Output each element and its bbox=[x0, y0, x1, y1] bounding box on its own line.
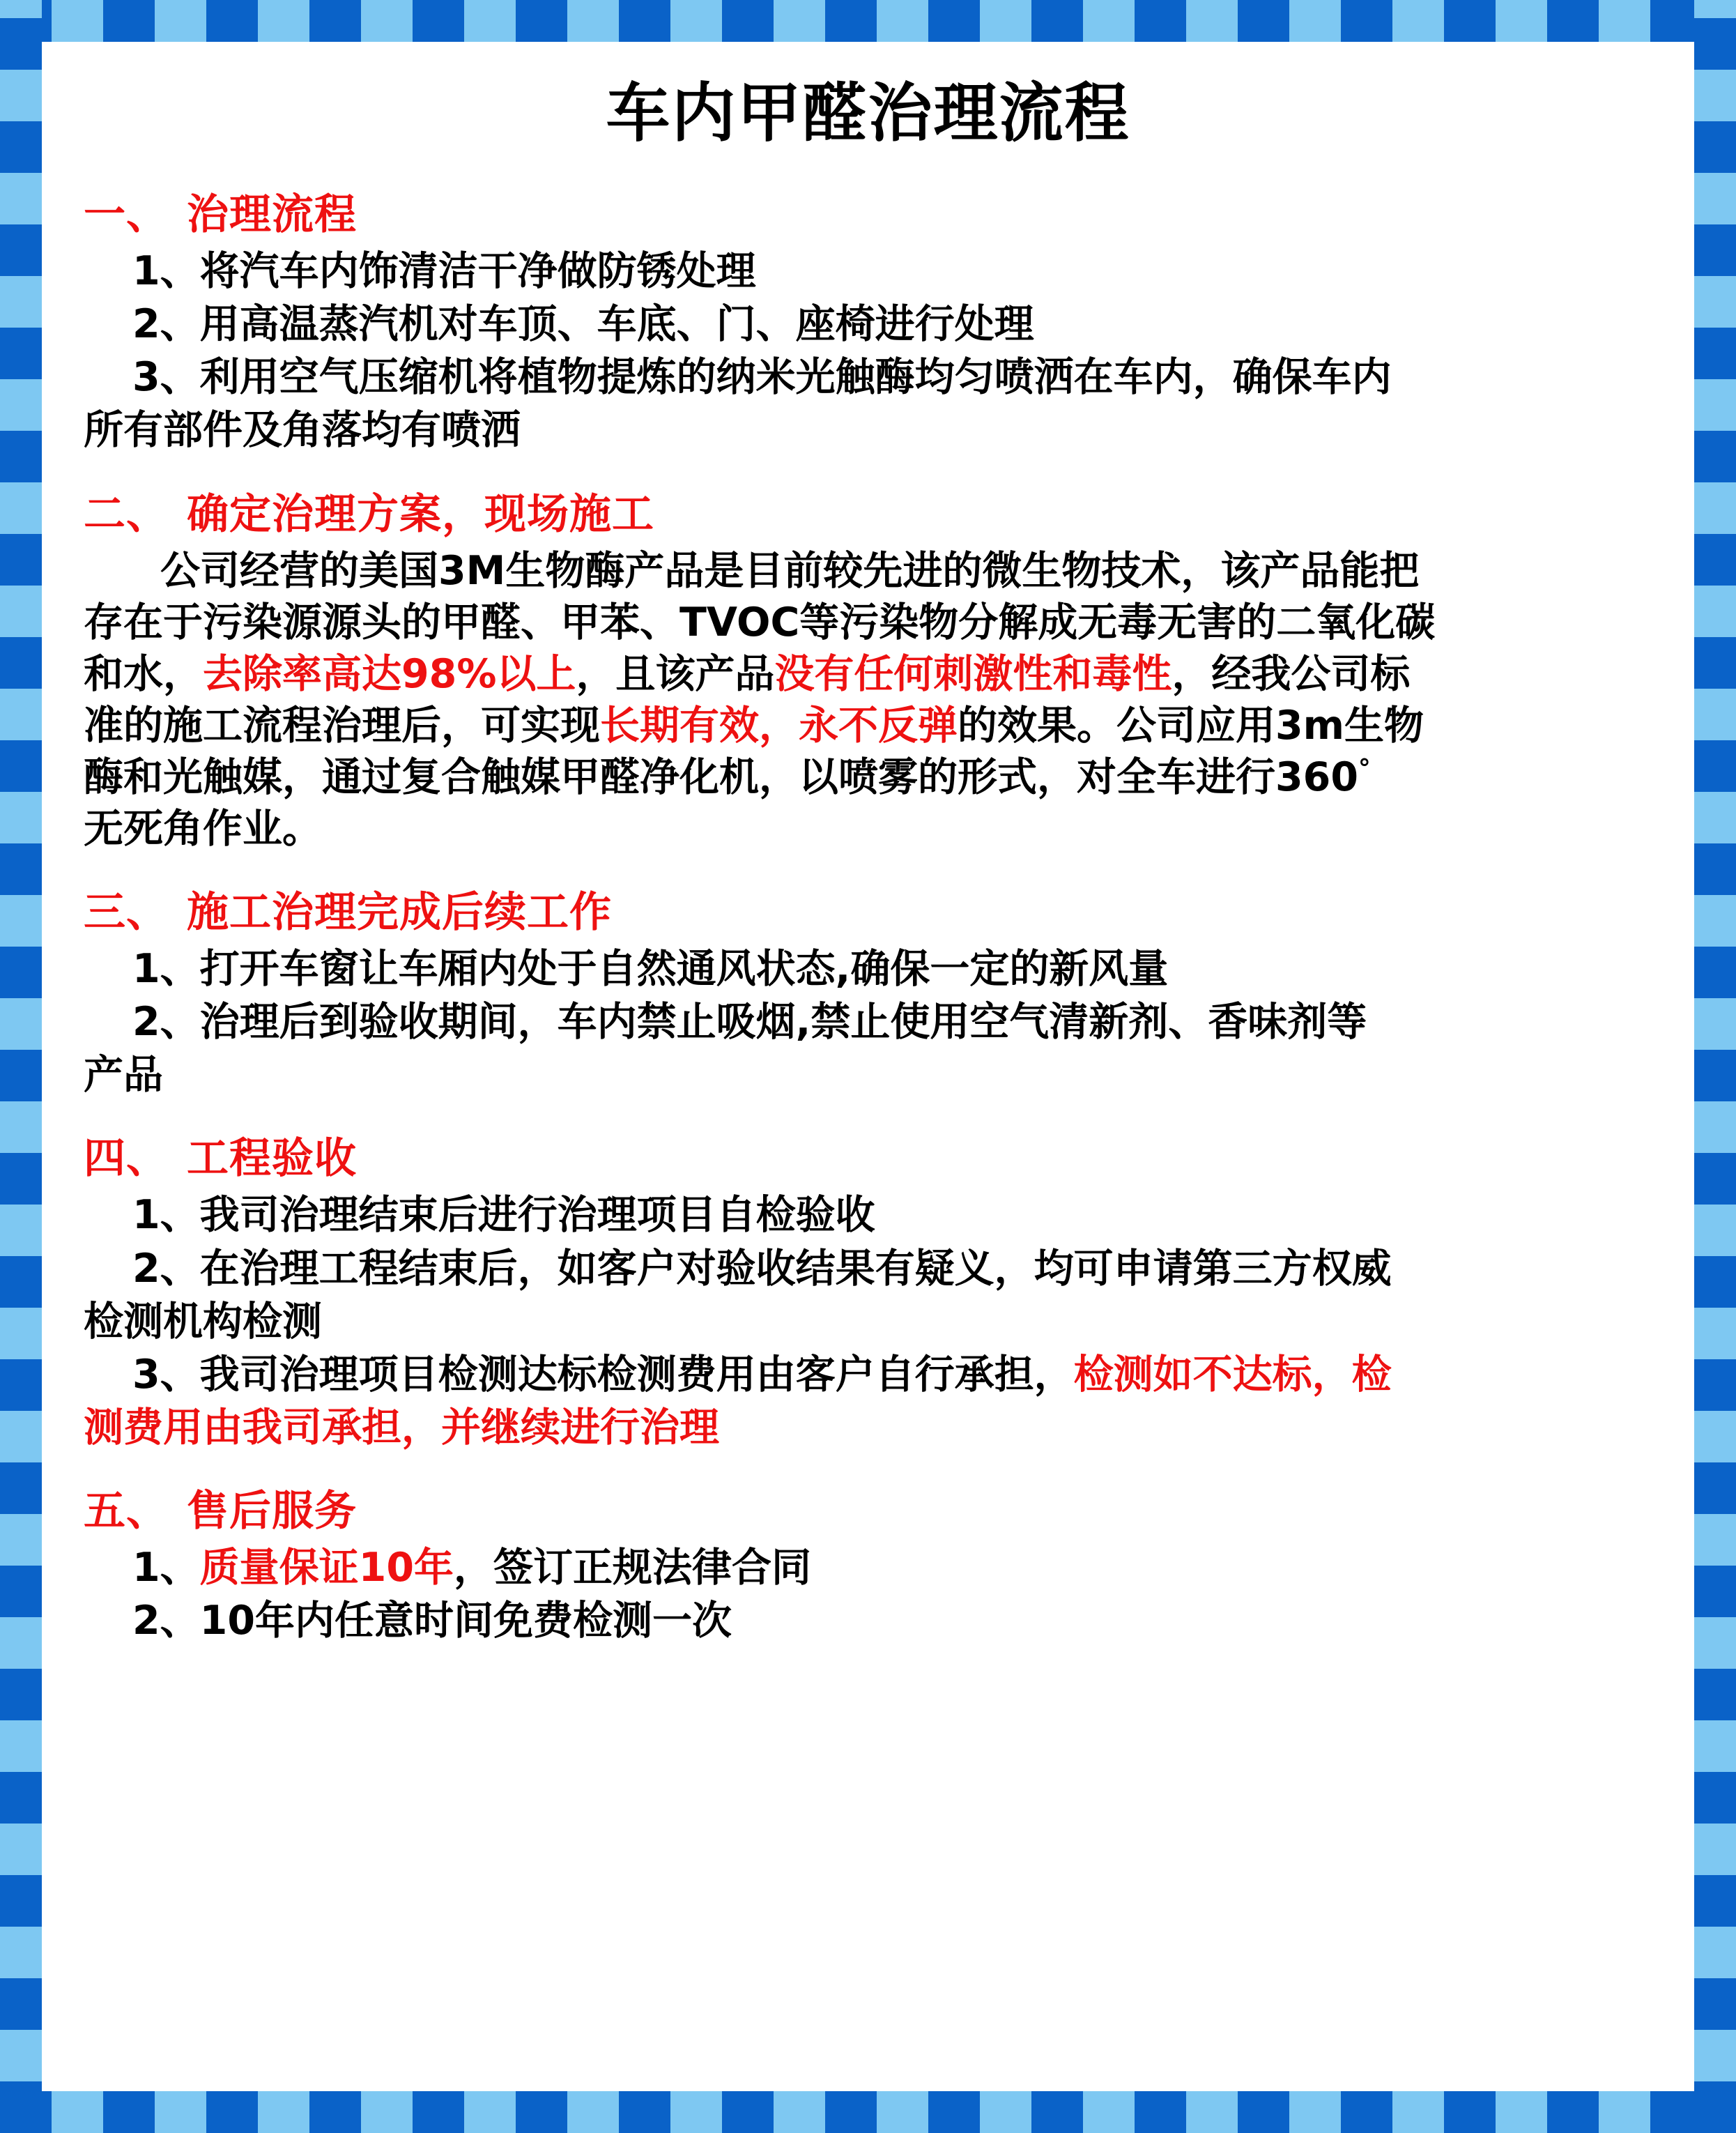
line-3-text-a: 和水， bbox=[84, 650, 203, 697]
section-4-item-2-cont: 检测机构检测 bbox=[84, 1298, 322, 1345]
section-4-title: 工程验收 bbox=[187, 1134, 357, 1184]
section-3-heading bbox=[84, 887, 1652, 939]
line-4-text-a: 准的施工流程治理后，可实现 bbox=[84, 702, 600, 749]
line-3-text-c: ，经我公司标 bbox=[1172, 650, 1411, 697]
section-4-item-2: 2、在治理工程结束后，如客户对验收结果有疑义，均可申请第三方权威 bbox=[132, 1245, 1392, 1292]
section-4-number: 四、 bbox=[84, 1134, 169, 1184]
section-2-paragraph-line-5 bbox=[84, 751, 1652, 803]
section-4-item-1: 1、我司治理结束后进行治理项目自检验收 bbox=[132, 1192, 875, 1239]
section-2 bbox=[84, 489, 1652, 855]
section-1-item-2: 2、用高温蒸汽机对车顶、车底、门、座椅进行处理 bbox=[132, 301, 1034, 348]
section-2-paragraph-line-2: 存在于污染源源头的甲醛、甲苯、TVOC等污染物分解成无毒无害的二氧化碳 bbox=[84, 599, 1436, 645]
section-5-number: 五、 bbox=[84, 1486, 169, 1536]
section-3 bbox=[84, 887, 1652, 1101]
section-1-number: 一、 bbox=[84, 190, 169, 240]
section-5-item-1-prefix: 1、 bbox=[132, 1544, 200, 1591]
line-3-highlight-nontoxic: 没有任何刺激性和毒性 bbox=[774, 650, 1172, 697]
section-1-item-1: 1、将汽车内饰清洁干净做防锈处理 bbox=[132, 248, 756, 295]
section-2-title: 确定治理方案，现场施工 bbox=[187, 489, 654, 539]
line-4-highlight-long-term: 长期有效，永不反弹 bbox=[600, 702, 958, 749]
section-4-item-3 bbox=[84, 1349, 1652, 1400]
section-2-paragraph-line-6: 无死角作业。 bbox=[84, 806, 322, 853]
section-4-item-3-plain: 3、我司治理项目检测达标检测费用由客户自行承担， bbox=[132, 1351, 1074, 1398]
section-3-item-2: 2、治理后到验收期间，车内禁止吸烟,禁止使用空气清新剂、香味剂等 bbox=[132, 999, 1367, 1046]
section-2-paragraph-line-1: 公司经营的美国3M生物酶产品是目前较先进的微生物技术，该产品能把 bbox=[160, 547, 1420, 594]
section-5-item-2: 2、10年内任意时间免费检测一次 bbox=[132, 1597, 732, 1644]
section-4-heading bbox=[84, 1133, 1652, 1185]
section-5-item-1-rest: ，签订正规法律合同 bbox=[454, 1544, 811, 1591]
section-2-paragraph-line-3 bbox=[84, 648, 1652, 700]
section-3-title: 施工治理完成后续工作 bbox=[187, 888, 612, 938]
line-5-text-a: 酶和光触媒，通过复合触媒甲醛净化机，以喷雾的形式，对全车进行360 bbox=[84, 754, 1358, 800]
page-title: 车内甲醛治理流程 bbox=[606, 76, 1130, 151]
section-1 bbox=[84, 189, 1652, 456]
section-4-item-3-highlight-b: 测费用由我司承担，并继续进行治理 bbox=[84, 1404, 719, 1451]
section-2-heading bbox=[84, 489, 1652, 541]
document-page bbox=[42, 42, 1694, 2091]
section-1-title: 治理流程 bbox=[187, 190, 357, 240]
section-2-number: 二、 bbox=[84, 489, 169, 539]
line-3-text-b: ，且该产品 bbox=[576, 650, 775, 697]
section-1-item-3: 3、利用空气压缩机将植物提炼的纳米光触酶均匀喷洒在车内，确保车内 bbox=[132, 354, 1392, 401]
section-4 bbox=[84, 1133, 1652, 1453]
section-5-item-1 bbox=[84, 1542, 1652, 1593]
section-5-heading bbox=[84, 1485, 1652, 1538]
decorative-border-right bbox=[1694, 0, 1736, 2133]
section-2-paragraph-line-4 bbox=[84, 700, 1652, 751]
line-3-highlight-removal-rate: 去除率高达98%以上 bbox=[203, 650, 576, 697]
degree-symbol: ° bbox=[1358, 754, 1371, 783]
line-4-text-b: 的效果。公司应用3m生物 bbox=[958, 702, 1424, 749]
decorative-border-top bbox=[0, 0, 1736, 42]
section-3-item-2-cont: 产品 bbox=[84, 1052, 163, 1099]
section-3-item-1: 1、打开车窗让车厢内处于自然通风状态,确保一定的新风量 bbox=[132, 946, 1169, 993]
decorative-border-bottom bbox=[0, 2091, 1736, 2133]
section-4-item-3-highlight-a: 检测如不达标，检 bbox=[1073, 1351, 1392, 1398]
section-3-number: 三、 bbox=[84, 888, 169, 938]
section-1-item-3-cont: 所有部件及角落均有喷洒 bbox=[84, 407, 521, 454]
section-5 bbox=[84, 1485, 1652, 1646]
decorative-border-left bbox=[0, 0, 42, 2133]
section-1-heading bbox=[84, 189, 1652, 241]
section-5-title: 售后服务 bbox=[187, 1486, 357, 1536]
section-5-item-1-highlight-warranty: 质量保证10年 bbox=[199, 1544, 454, 1591]
